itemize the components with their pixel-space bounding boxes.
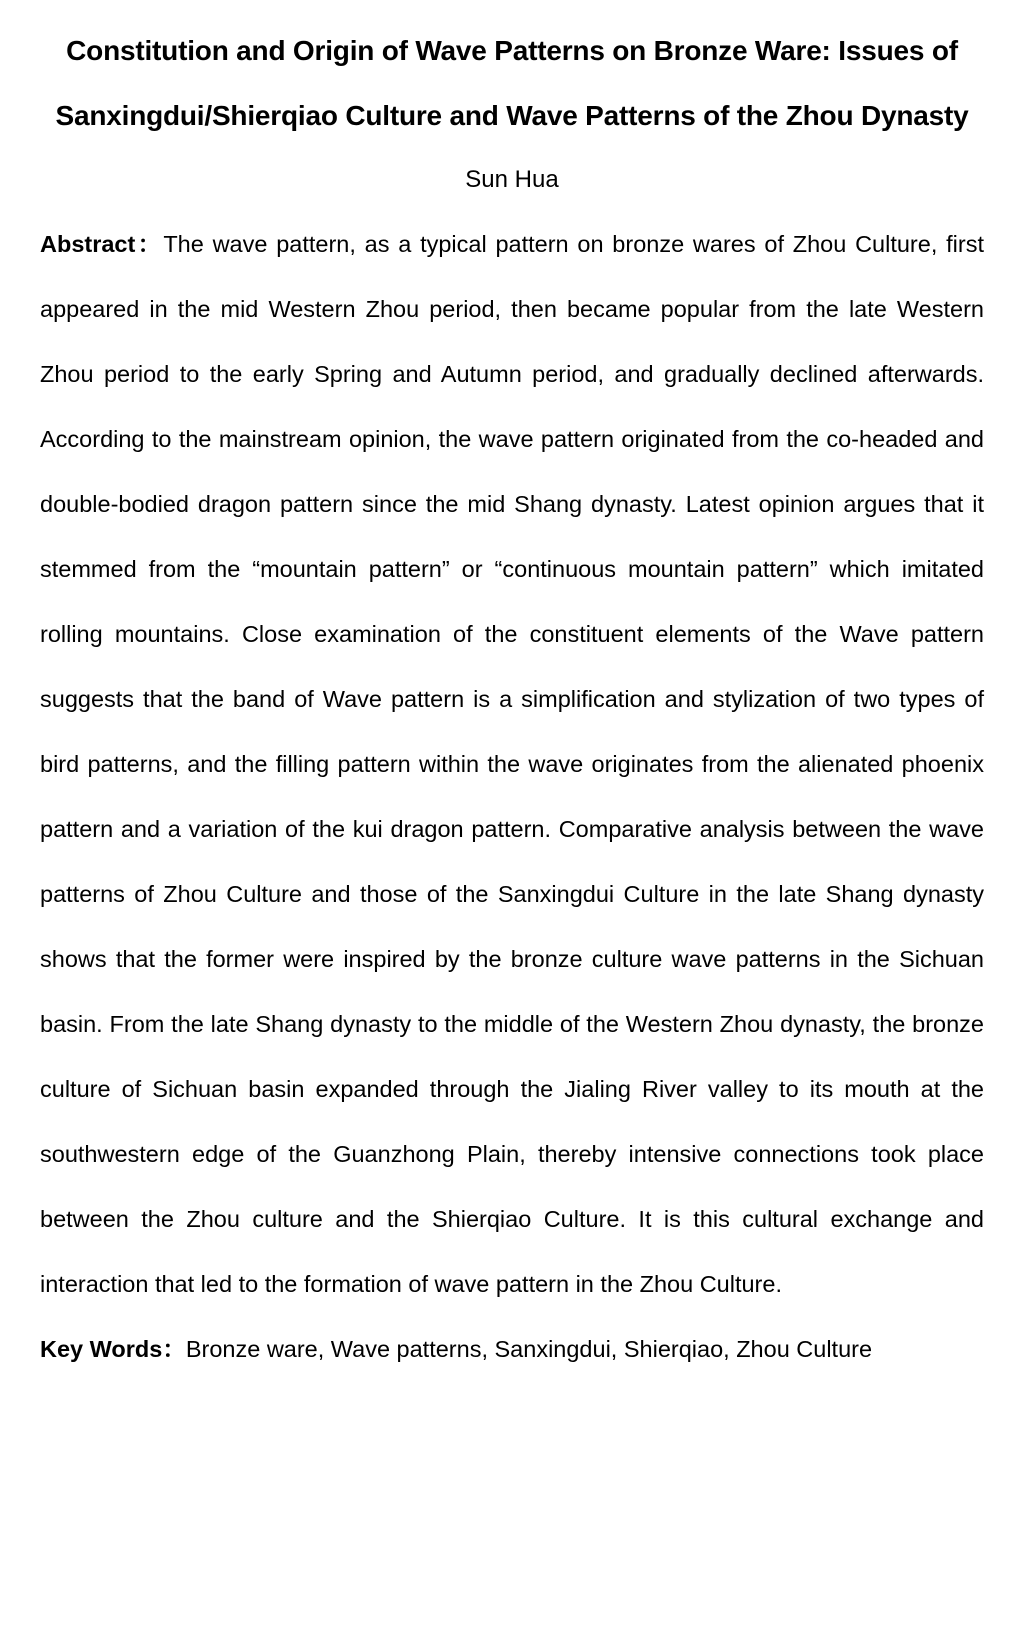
abstract-label: Abstract： [40,231,164,257]
keywords-text: Bronze ware, Wave patterns, Sanxingdui, Shierqiao, Zhou Culture [185,1336,873,1362]
paper-title: Constitution and Origin of Wave Patterns on Bronze Ware: Issues of Sanxingdui/Shierqiao Culture and Wave Patterns of the Zhou Dynasty [55,35,969,131]
author-name: Sun Hua [465,166,559,193]
paper-page [40,18,984,1382]
abstract-text: The wave pattern, as a typical pattern on bronze wares of Zhou Culture, first appeared in the mid Western Zhou period, then became popular from the late Western Zhou period to the early Spring and Autumn period, and gradually declined afterwards. According to the mainstream opinion, the wave pattern originated from the co-headed and double-bodied dragon pattern since the mid Shang dynasty. Latest opinion argues that it stemmed from the “mountain pattern” or “continuous mountain pattern” which imitated rolling mountains. Close examination of the constituent elements of the Wave pattern suggests that the band of Wave pattern is a simplification and stylization of two types of bird patterns, and the filling pattern within the wave originates from the alienated phoenix pattern and a variation of the kui dragon pattern. Comparative analysis between the wave patterns of Zhou Culture and those of the Sanxingdui Culture in the late Shang dynasty shows that the former were inspired by the bronze culture wave patterns in the Sichuan basin. From the late Shang dynasty to the middle of the Western Zhou dynasty, the bronze culture of Sichuan basin expanded through the Jialing River valley to its mouth at the southwestern edge of the Guanzhong Plain, thereby intensive connections took place between the Zhou culture and the Shierqiao Culture. It is this cultural exchange and interaction that led to the formation of wave pattern in the Zhou Culture. [40,231,984,1297]
keywords-label: Key Words： [40,1336,186,1362]
keywords-paragraph [40,1317,984,1382]
abstract-paragraph [40,212,984,1317]
